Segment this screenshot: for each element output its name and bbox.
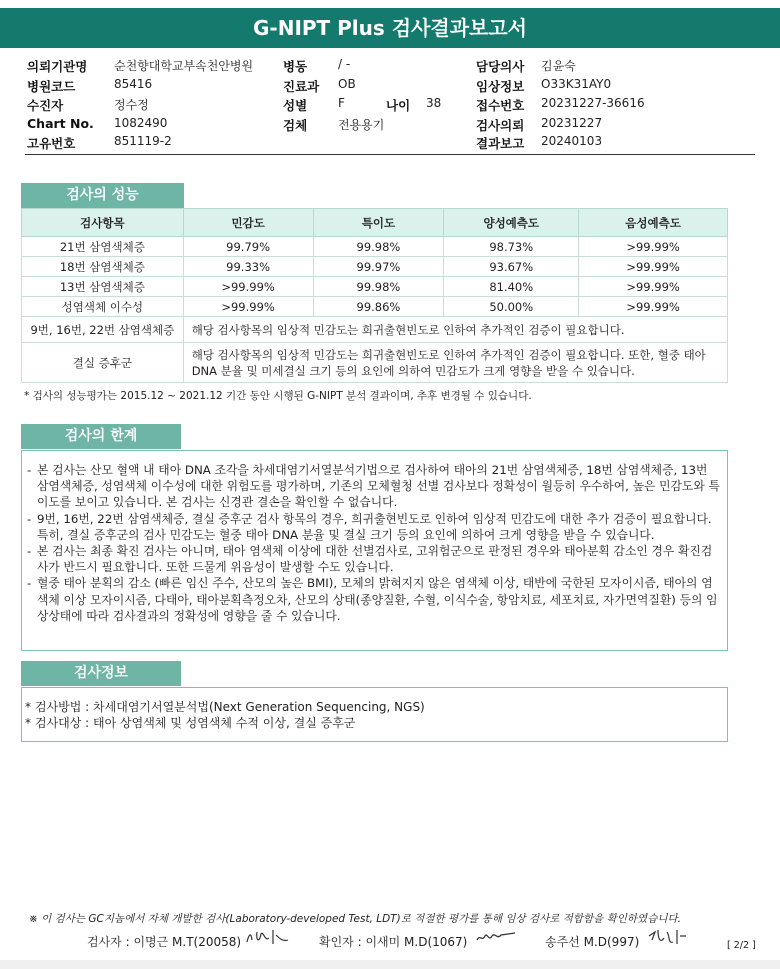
list-item: - 9번, 16번, 22번 삼염색체증, 결실 증후군 검사 항목의 경우, 희귀출현빈도로 인하여 임상적 민감도에 대한 추가 검증이 필요합니다. 특히, 결실 증후군의 검사 민감도는 혈중 태아 DNA 분율 및 결실 크기 등의 요인에 의하여 크게 영향을 받을 수 있습니다. xyxy=(27,511,722,543)
performance-header-row xyxy=(22,209,728,237)
test-info-list xyxy=(25,699,425,731)
row-item: 성염색체 이수성 xyxy=(22,297,184,317)
request-value: 20231227 xyxy=(541,116,603,130)
row-item: 21번 삼염색체증 xyxy=(22,237,184,257)
header-npv: 음성예측도 xyxy=(579,209,728,237)
row-npv: >99.99% xyxy=(579,257,728,277)
specimen-label: 검체 xyxy=(283,118,308,133)
report-title: G-NIPT Plus 검사결과보고서 xyxy=(0,8,780,48)
dept-value: OB xyxy=(338,77,356,91)
confirmer-signature xyxy=(474,926,518,948)
row-specificity: 99.98% xyxy=(313,237,444,257)
row-note: 해당 검사항목의 임상적 민감도는 희귀출현빈도로 인하여 추가적인 검증이 필요합니다. xyxy=(183,317,727,343)
table-row xyxy=(22,343,728,383)
patient-value: 정수정 xyxy=(114,98,149,112)
report-date-label: 결과보고 xyxy=(476,136,525,151)
row-npv: >99.99% xyxy=(579,297,728,317)
test-method: * 검사방법 : 차세대염기서열분석법(Next Generation Sequencing, NGS) xyxy=(25,699,425,715)
specimen-value: 전용용기 xyxy=(338,118,385,132)
tester-signature xyxy=(243,926,293,948)
row-specificity: 99.97% xyxy=(313,257,444,277)
table-row xyxy=(22,237,728,257)
row-npv: >99.99% xyxy=(579,277,728,297)
sex-label: 성별 xyxy=(283,98,308,113)
disclaimer: ※ 이 검사는 GC지놈에서 자체 개발한 검사(Laboratory-developed Test, LDT)로 적절한 평가를 통해 임상 검사로 적합함을 확인하였습니다. xyxy=(29,913,681,925)
bottom-bar xyxy=(0,960,780,969)
list-item: - 본 검사는 최종 확진 검사는 아니며, 태아 염색체 이상에 대한 선별검사로, 고위험군으로 판정된 경우와 태아분획 감소인 경우 확진검사가 반드시 필요합니다. 또한 드물게 위음성이 발생할 수도 있습니다. xyxy=(27,543,722,575)
header-ppv: 양성예측도 xyxy=(444,209,579,237)
request-label: 검사의뢰 xyxy=(476,118,525,133)
institution-value: 순천향대학교부속천안병원 xyxy=(114,59,254,73)
institution-label: 의뢰기관명 xyxy=(27,59,88,74)
ward-label: 병동 xyxy=(283,59,308,74)
test-info-section-title: 검사정보 xyxy=(21,661,181,686)
row-ppv: 81.40% xyxy=(444,277,579,297)
row-npv: >99.99% xyxy=(579,237,728,257)
hospital-code-value: 85416 xyxy=(114,77,153,91)
limits-section-title: 검사의 한계 xyxy=(21,424,181,449)
row-ppv: 98.73% xyxy=(444,237,579,257)
performance-footnote: * 검사의 성능평가는 2015.12 ~ 2021.12 기간 동안 시행된 G-NIPT 분석 결과이며, 추후 변경될 수 있습니다. xyxy=(24,390,532,402)
list-item: - 혈중 태아 분획의 감소 (빠른 임신 주수, 산모의 높은 BMI), 모체의 밝혀지지 않은 염색체 이상, 태반에 국한된 모자이시즘, 태아의 염색체 이상 모자이시즘, 다태아, 태아분획측정오차, 산모의 상태(종양질환, 수혈, 이식수술, 항암치료, 세포치료, 자가면역질환) 등의 임상상태에 따라 검사결과의 정확성에 영향을 줄 수 있습니다. xyxy=(27,575,722,624)
row-item: 18번 삼염색체증 xyxy=(22,257,184,277)
row-ppv: 50.00% xyxy=(444,297,579,317)
table-row xyxy=(22,297,728,317)
patient-label: 수진자 xyxy=(27,98,64,113)
confirmer: 확인자 : 이새미 M.D(1067) xyxy=(319,935,468,949)
unique-label: 고유번호 xyxy=(27,136,76,151)
row-sensitivity: 99.79% xyxy=(183,237,313,257)
receipt-value: 20231227-36616 xyxy=(541,96,645,110)
dept-label: 진료과 xyxy=(283,79,320,94)
hospital-code-label: 병원코드 xyxy=(27,79,76,94)
confirmer-2-signature xyxy=(646,926,690,950)
age-label: 나이 xyxy=(386,98,411,113)
header-specificity: 특이도 xyxy=(313,209,444,237)
row-specificity: 99.86% xyxy=(313,297,444,317)
header-item: 검사항목 xyxy=(22,209,184,237)
chart-value: 1082490 xyxy=(114,116,168,130)
clinical-label: 임상정보 xyxy=(476,79,525,94)
tester: 검사자 : 이명근 M.T(20058) xyxy=(87,935,242,949)
row-sensitivity: >99.99% xyxy=(183,297,313,317)
age-value: 38 xyxy=(426,96,442,110)
row-sensitivity: >99.99% xyxy=(183,277,313,297)
row-item: 9번, 16번, 22번 삼염색체증 xyxy=(22,317,184,343)
performance-table xyxy=(21,208,728,383)
row-item: 결실 증후군 xyxy=(22,343,184,383)
row-item: 13번 삼염색체증 xyxy=(22,277,184,297)
page-number: [ 2/2 ] xyxy=(727,940,756,951)
receipt-label: 접수번호 xyxy=(476,98,525,113)
table-row xyxy=(22,257,728,277)
row-specificity: 99.98% xyxy=(313,277,444,297)
report-date-value: 20240103 xyxy=(541,134,603,148)
sex-value: F xyxy=(338,96,345,110)
doctor-label: 담당의사 xyxy=(476,59,525,74)
row-note: 해당 검사항목의 임상적 민감도는 희귀출현빈도로 인하여 추가적인 검증이 필요합니다. 또한, 혈중 태아 DNA 분율 및 미세결실 크기 등의 요인에 의하여 민감도가 크게 영향을 받을 수 있습니다. xyxy=(183,343,727,383)
row-ppv: 93.67% xyxy=(444,257,579,277)
list-item: - 본 검사는 산모 혈액 내 태아 DNA 조각을 차세대염기서열분석기법으로 검사하여 태아의 21번 삼염색체증, 18번 삼염색체증, 13번 삼염색체증, 성염색체 이수성에 대한 위험도를 평가하며, 기존의 모체혈청 선별 검사보다 정확성이 월등히 우수하여, 높은 민감도와 특이도를 보이고 있습니다. 본 검사는 신경관 결손을 확인할 수 없습니다. xyxy=(27,462,722,511)
confirmer-2: 송주선 M.D(997) xyxy=(545,935,640,949)
row-sensitivity: 99.33% xyxy=(183,257,313,277)
clinical-value: O33K31AY0 xyxy=(541,77,612,91)
patient-info xyxy=(0,55,780,155)
doctor-value: 김윤숙 xyxy=(541,59,576,73)
unique-value: 851119-2 xyxy=(114,134,172,148)
test-target: * 검사대상 : 태아 상염색체 및 성염색체 수적 이상, 결실 증후군 xyxy=(25,715,425,731)
chart-label: Chart No. xyxy=(27,116,94,131)
table-row xyxy=(22,317,728,343)
ward-value: / - xyxy=(338,57,351,71)
info-divider xyxy=(25,154,755,155)
performance-section-title: 검사의 성능 xyxy=(21,183,184,208)
table-row xyxy=(22,277,728,297)
header-sensitivity: 민감도 xyxy=(183,209,313,237)
limits-list xyxy=(27,462,722,624)
